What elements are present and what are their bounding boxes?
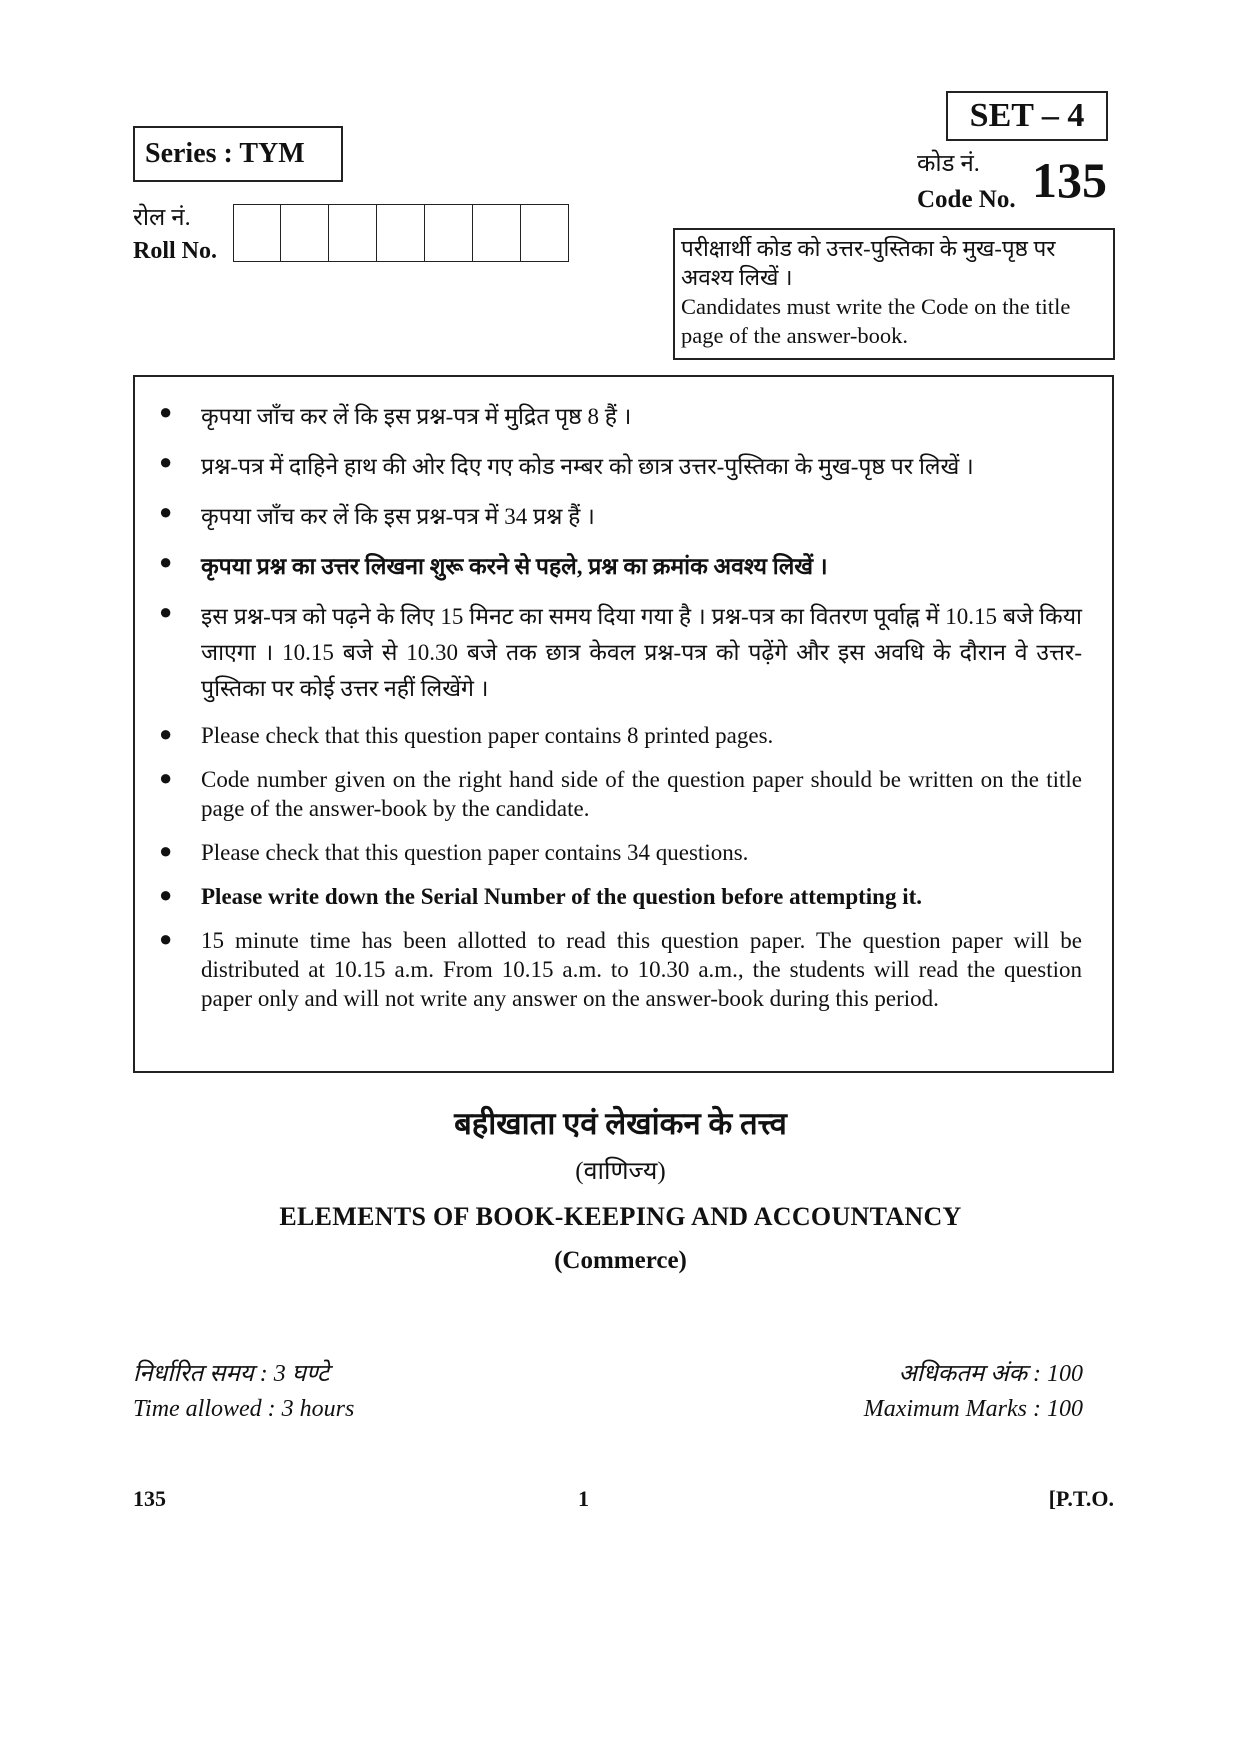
maximum-marks-english: Maximum Marks : 100 bbox=[863, 1396, 1083, 1422]
maximum-marks-hindi: अधिकतम अंक : 100 bbox=[898, 1361, 1083, 1387]
code-label-hindi: कोड नं. bbox=[917, 151, 980, 177]
roll-digit-box[interactable] bbox=[281, 204, 329, 262]
instruction-item bbox=[147, 765, 1082, 823]
roll-digit-box[interactable] bbox=[329, 204, 377, 262]
instruction-text: Please write down the Serial Number of the question before attempting it. bbox=[201, 884, 923, 909]
bullet-icon: ● bbox=[159, 449, 173, 474]
roll-label-hindi: रोल नं. bbox=[133, 205, 191, 231]
candidate-note-english: Candidates must write the Code on the title page of the answer-book. bbox=[681, 294, 1071, 348]
roll-digit-box[interactable] bbox=[473, 204, 521, 262]
instruction-text: 15 minute time has been allotted to read this question paper. The question paper will be distributed at 10.15 a.m. From 10.15 a.m. to 10.30 a.m., the students will read the question paper only and will not write any answer on the answer-book during this period. bbox=[201, 928, 1082, 1011]
instruction-item bbox=[147, 838, 1082, 867]
instruction-item bbox=[147, 882, 1082, 911]
code-label-english: Code No. bbox=[917, 186, 1016, 213]
instruction-item bbox=[147, 449, 1082, 485]
roll-digit-box[interactable] bbox=[521, 204, 569, 262]
bullet-icon: ● bbox=[159, 599, 173, 624]
roll-label-english: Roll No. bbox=[133, 238, 217, 264]
candidate-note bbox=[673, 228, 1115, 360]
instruction-item bbox=[147, 499, 1082, 535]
roll-digit-box[interactable] bbox=[233, 204, 281, 262]
instruction-text: कृपया जाँच कर लें कि इस प्रश्न-पत्र में मुद्रित पृष्ठ 8 हैं । bbox=[201, 404, 632, 429]
instruction-text: Code number given on the right hand side of the question paper should be written on the title page of the answer-book by the candidate. bbox=[201, 767, 1082, 821]
bullet-icon: ● bbox=[159, 926, 173, 951]
set-label: SET – 4 bbox=[946, 91, 1108, 141]
instruction-item bbox=[147, 599, 1082, 707]
time-allowed-english: Time allowed : 3 hours bbox=[133, 1396, 355, 1422]
instruction-text: प्रश्न-पत्र में दाहिने हाथ की ओर दिए गए कोड नम्बर को छात्र उत्तर-पुस्तिका के मुख-पृष्ठ पर लिखें । bbox=[201, 454, 974, 479]
bullet-icon: ● bbox=[159, 838, 173, 863]
instruction-text: कृपया जाँच कर लें कि इस प्रश्न-पत्र में 34 प्रश्न हैं । bbox=[201, 504, 595, 529]
instruction-item bbox=[147, 721, 1082, 750]
series-label: Series : TYM bbox=[133, 126, 343, 182]
subject-stream-hindi: (वाणिज्य) bbox=[575, 1158, 666, 1185]
bullet-icon: ● bbox=[159, 765, 173, 790]
roll-digit-box[interactable] bbox=[377, 204, 425, 262]
bullet-icon: ● bbox=[159, 549, 173, 574]
bullet-icon: ● bbox=[159, 721, 173, 746]
please-turn-over: [P.T.O. bbox=[1048, 1486, 1114, 1511]
instruction-text: कृपया प्रश्न का उत्तर लिखना शुरू करने से पहले, प्रश्न का क्रमांक अवश्य लिखें । bbox=[201, 554, 828, 579]
instruction-text: इस प्रश्न-पत्र को पढ़ने के लिए 15 मिनट का समय दिया गया है । प्रश्न-पत्र का वितरण पूर्वाह्न में 10.15 बजे किया जाएगा । 10.15 बजे से 10.30 बजे तक छात्र केवल प्रश्न-पत्र को पढ़ेंगे और इस अवधि के दौरान वे उत्तर-पुस्तिका पर कोई उत्तर नहीं लिखेंगे । bbox=[201, 604, 1082, 701]
instruction-item bbox=[147, 549, 1082, 585]
instruction-text: Please check that this question paper contains 34 questions. bbox=[201, 840, 749, 865]
instruction-text: Please check that this question paper contains 8 printed pages. bbox=[201, 723, 774, 748]
subject-title-english: ELEMENTS OF BOOK-KEEPING AND ACCOUNTANCY bbox=[279, 1202, 962, 1231]
time-allowed-hindi: निर्धारित समय : 3 घण्टे bbox=[133, 1361, 330, 1387]
instruction-item bbox=[147, 399, 1082, 435]
roll-number-boxes[interactable] bbox=[233, 204, 569, 262]
instruction-item bbox=[147, 926, 1082, 1013]
bullet-icon: ● bbox=[159, 399, 173, 424]
bullet-icon: ● bbox=[159, 499, 173, 524]
code-number: 135 bbox=[1032, 152, 1107, 208]
bullet-icon: ● bbox=[159, 882, 173, 907]
subject-title-hindi: बहीखाता एवं लेखांकन के तत्त्व bbox=[454, 1106, 787, 1141]
subject-stream-english: (Commerce) bbox=[554, 1247, 687, 1274]
page-number: 1 bbox=[578, 1486, 589, 1511]
roll-digit-box[interactable] bbox=[425, 204, 473, 262]
candidate-note-hindi: परीक्षार्थी कोड को उत्तर-पुस्तिका के मुख-पृष्ठ पर अवश्य लिखें । bbox=[681, 236, 1056, 290]
footer-code: 135 bbox=[133, 1486, 166, 1511]
instructions-box bbox=[133, 375, 1114, 1073]
